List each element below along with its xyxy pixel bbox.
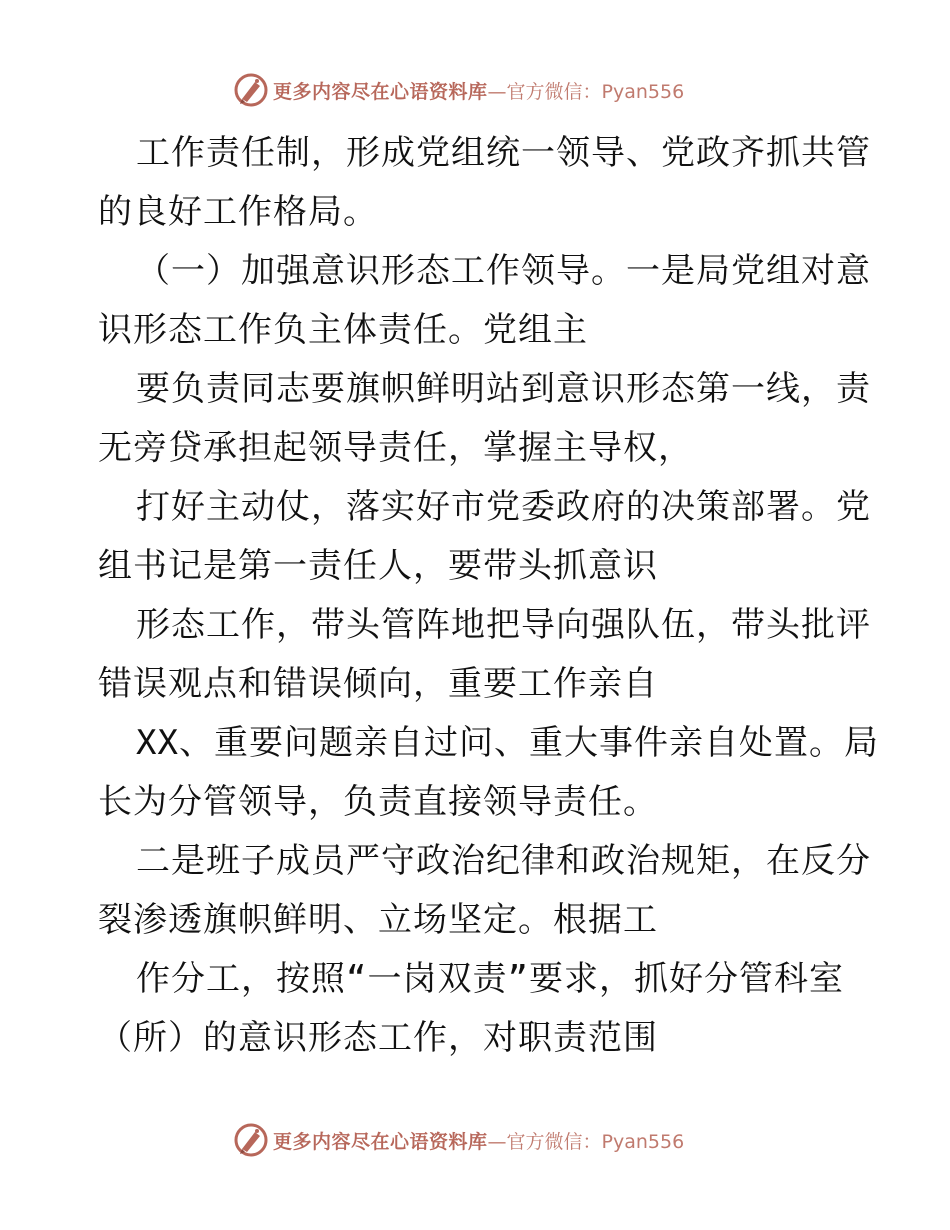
text-line: 无旁贷承担起领导责任，掌握主导权， [98, 428, 693, 468]
text-line: XX、重要问题亲自过问、重大事件亲自处置。局 [136, 723, 879, 763]
footer-watermark [233, 1122, 684, 1158]
text-line: 形态工作，带头管阵地把导向强队伍，带头批评 [136, 605, 871, 645]
text-line: （所）的意识形态工作，对职责范围 [98, 1018, 658, 1058]
header-watermark [233, 72, 684, 108]
document-body [98, 124, 879, 1068]
watermark-main-text: 更多内容尽在心语资料库 [273, 80, 488, 103]
text-line: 要负责同志要旗帜鲜明站到意识形态第一线，责 [136, 369, 871, 409]
watermark-contact-text: —官方微信：Pyan556 [487, 1130, 685, 1153]
pen-logo-icon [233, 72, 269, 108]
text-line: 错误观点和错误倾向，重要工作亲自 [98, 664, 658, 704]
pen-logo-icon [233, 1122, 269, 1158]
text-line: （一）加强意识形态工作领导。一是局党组对意 [136, 251, 871, 291]
text-line: 组书记是第一责任人，要带头抓意识 [98, 546, 658, 586]
watermark-contact-text: —官方微信：Pyan556 [487, 80, 685, 103]
text-line: 识形态工作负主体责任。党组主 [98, 310, 588, 350]
text-line: 的良好工作格局。 [98, 192, 378, 232]
text-line: 裂渗透旗帜鲜明、立场坚定。根据工 [98, 900, 658, 940]
text-line: 打好主动仗，落实好市党委政府的决策部署。党 [136, 487, 871, 527]
text-line: 二是班子成员严守政治纪律和政治规矩，在反分 [136, 841, 871, 881]
watermark-main-text: 更多内容尽在心语资料库 [273, 1130, 488, 1153]
text-line: 作分工，按照“一岗双责”要求，抓好分管科室 [136, 959, 844, 999]
text-line: 长为分管领导，负责直接领导责任。 [98, 782, 658, 822]
text-line: 工作责任制，形成党组统一领导、党政齐抓共管 [136, 133, 871, 173]
